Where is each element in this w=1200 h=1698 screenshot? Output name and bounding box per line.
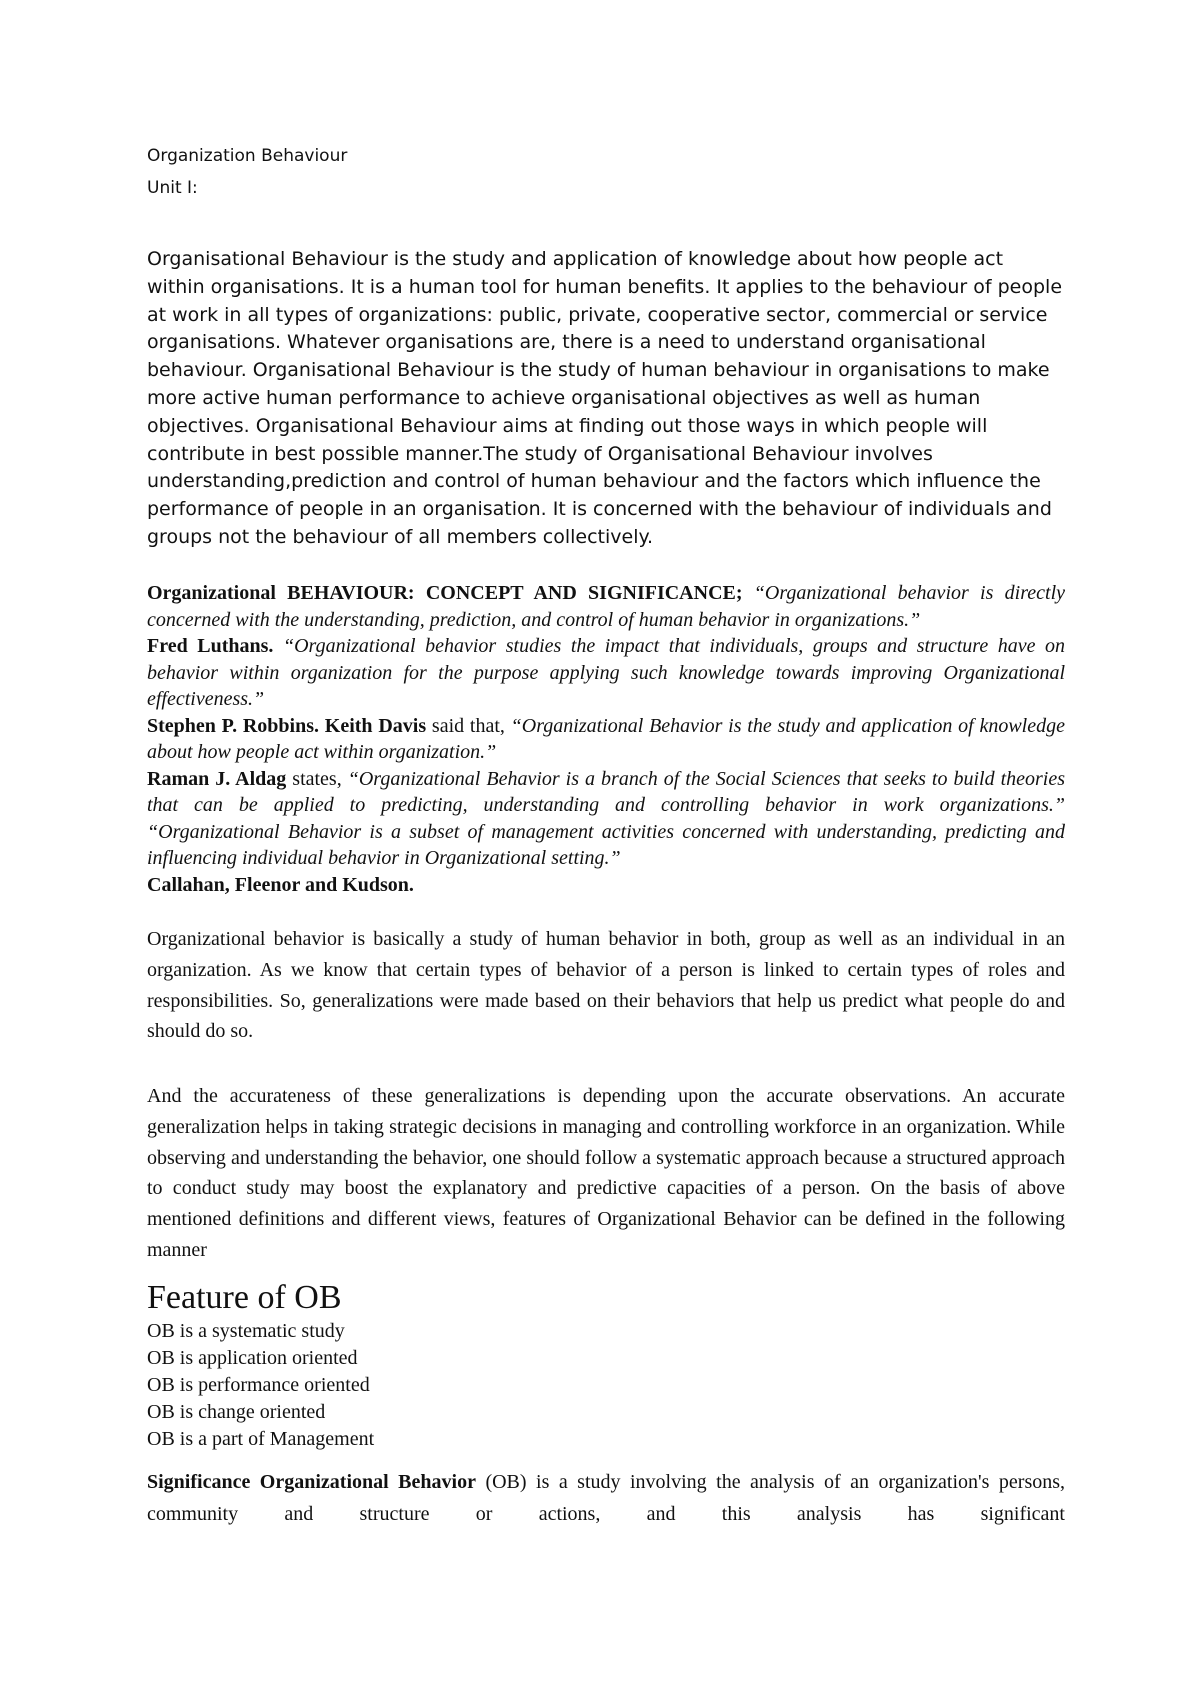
explanation-paragraph-1: Organizational behavior is basically a study of human behavior in both, group as well as an individual in an organization. As we know that certain types of behavior of a person is linked to certain types of roles and responsibilities. So, generalizations were made based on their behaviors that help us predict what people do and should do so. <box>147 928 1065 1043</box>
definition-4 <box>147 766 1065 872</box>
author-5: Callahan, Fleenor and Kudson. <box>147 873 414 896</box>
quote-2: “Organizational behavior studies the impact that individuals, groups and structure have on behavior within organization for the purpose applying such knowledge towards improving Organizational effectiveness.” <box>147 635 1066 710</box>
significance-heading: Significance Organizational Behavior <box>147 1471 476 1493</box>
feature-item: OB is a systematic study <box>147 1320 345 1342</box>
explanation-paragraph-2: And the accurateness of these generalizations is depending upon the accurate observations. An accurate generalization helps in taking strategic decisions in managing and controlling workforce in an organization. While observing and understanding the behavior, one should follow a systematic approach because a structured approach to conduct study may boost the explanatory and predictive capacities of a person. On the basis of above mentioned definitions and different views, features of Organizational Behavior can be defined in the following manner <box>147 1085 1065 1261</box>
definitions-heading: Organizational BEHAVIOUR: CONCEPT AND SIGNIFICANCE; <box>147 582 743 604</box>
quote-3: “Organizational Behavior is the study and application of knowledge about how people act within organization.” <box>147 714 1065 763</box>
quote-1: “Organizational behavior is directly concerned with the understanding, prediction, and control of human behavior in organizations.” <box>147 582 1065 631</box>
feature-item: OB is a part of Management <box>147 1428 375 1450</box>
said-that-text: said that, <box>431 714 505 737</box>
significance-paragraph <box>147 1466 1065 1530</box>
author-1: Fred Luthans. <box>147 635 274 657</box>
states-text: states, <box>292 767 342 790</box>
quote-4: “Organizational Behavior is a branch of the Social Sciences that seeks to build theories that can be applied to predicting, understanding and controlling behavior in work organizations.” “Organizational Behavior is a subset of management activities concerned with understanding, predicting and influencing individual behavior in Organizational setting.” <box>147 767 1066 869</box>
intro-paragraph: Organisational Behaviour is the study and application of knowledge about how people act within organisations. It is a human tool for human benefits. It applies to the behaviour of people at work in all types of organizations: public, private, cooperative sector, commercial or service organisations. Whatever organisations are, there is a need to understand organisational behaviour. Organisational Behaviour is the study of human behaviour in organisations to make more active human performance to achieve organisational objectives as well as human objectives. Organisational Behaviour aims at finding out those ways in which people will contribute in best possible manner.The study of Organisational Behaviour involves understanding,prediction and control of human behaviour and the factors which influence the performance of people in an organisation. It is concerned with the behaviour of individuals and groups not the behaviour of all members collectively. <box>147 248 1063 548</box>
feature-item: OB is application oriented <box>147 1347 358 1369</box>
author-2: Stephen P. Robbins. <box>147 714 319 737</box>
definition-3 <box>147 713 1065 766</box>
features-list <box>147 1318 374 1453</box>
definition-1 <box>147 580 1065 633</box>
author-4: Raman J. Aldag <box>147 767 287 790</box>
significance-text: (OB) is a study involving the analysis of an organization's persons, community and structure or actions, and this analysis has significant <box>147 1471 1066 1525</box>
unit-label: Unit I: <box>147 178 198 198</box>
document-title: Organization Behaviour <box>147 146 348 166</box>
author-3: Keith Davis <box>324 714 427 737</box>
definition-5 <box>147 872 1065 899</box>
definition-2 <box>147 633 1065 713</box>
feature-item: OB is performance oriented <box>147 1374 370 1396</box>
definitions-section <box>147 580 1065 898</box>
feature-item: OB is change oriented <box>147 1401 326 1423</box>
features-heading: Feature of OB <box>147 1279 342 1316</box>
